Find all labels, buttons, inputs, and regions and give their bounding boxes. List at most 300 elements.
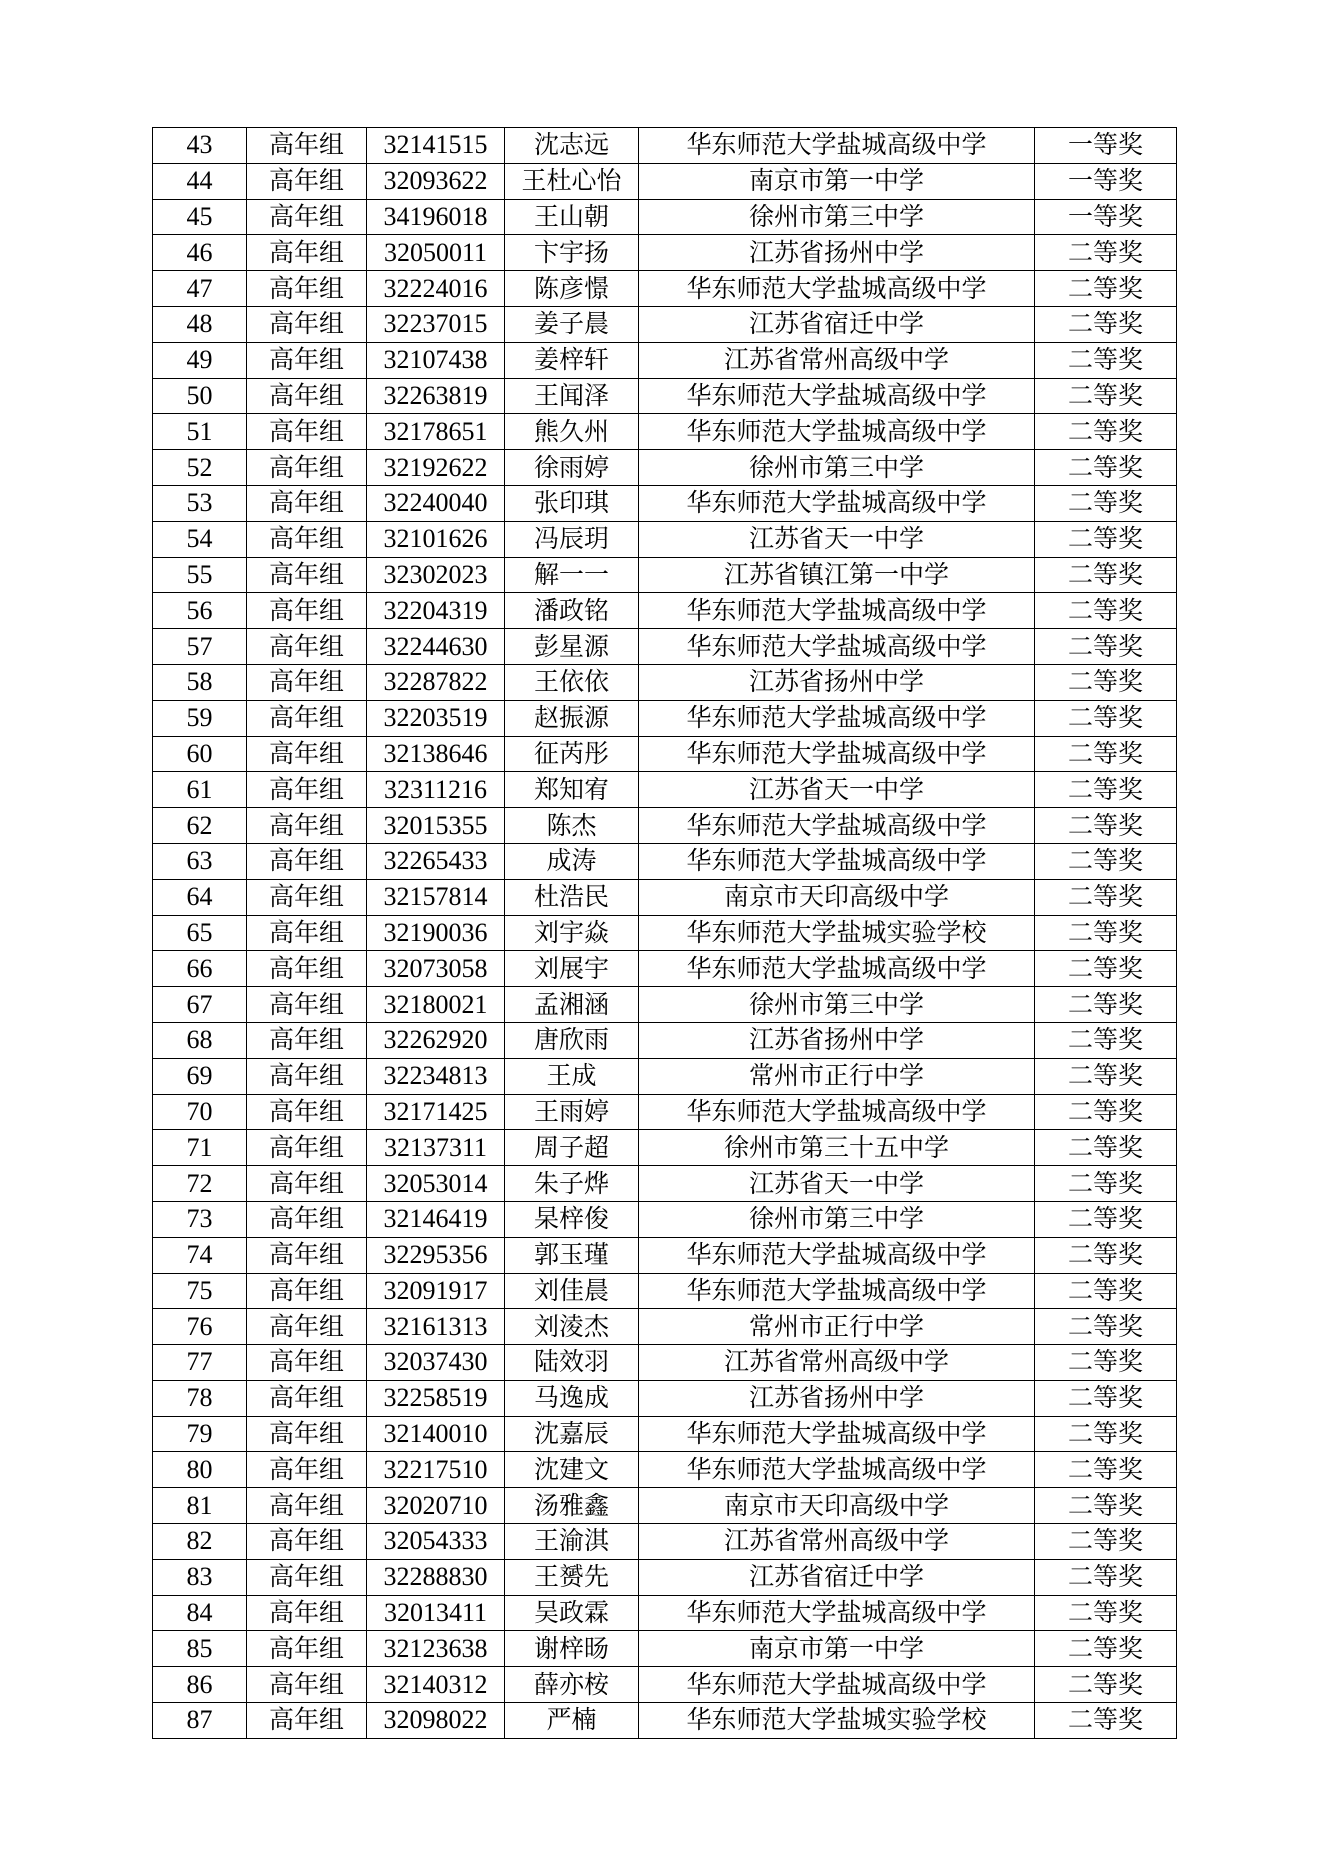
cell-name: 征芮彤 xyxy=(505,736,639,772)
cell-school: 华东师范大学盐城高级中学 xyxy=(639,378,1035,414)
cell-name: 杜浩民 xyxy=(505,879,639,915)
cell-school: 常州市正行中学 xyxy=(639,1058,1035,1094)
cell-id: 32161313 xyxy=(367,1309,505,1345)
cell-number: 67 xyxy=(153,987,247,1023)
cell-group: 高年组 xyxy=(247,1345,367,1381)
cell-number: 62 xyxy=(153,808,247,844)
table-row xyxy=(153,1667,1177,1703)
cell-number: 71 xyxy=(153,1130,247,1166)
cell-name: 刘淩杰 xyxy=(505,1309,639,1345)
cell-number: 52 xyxy=(153,450,247,486)
cell-name: 成涛 xyxy=(505,843,639,879)
cell-group: 高年组 xyxy=(247,1452,367,1488)
cell-group: 高年组 xyxy=(247,1094,367,1130)
cell-number: 53 xyxy=(153,485,247,521)
cell-award: 二等奖 xyxy=(1035,808,1177,844)
cell-award: 一等奖 xyxy=(1035,163,1177,199)
cell-award: 二等奖 xyxy=(1035,485,1177,521)
cell-id: 32237015 xyxy=(367,306,505,342)
cell-award: 二等奖 xyxy=(1035,1273,1177,1309)
cell-group: 高年组 xyxy=(247,593,367,629)
cell-name: 解一一 xyxy=(505,557,639,593)
cell-award: 二等奖 xyxy=(1035,1022,1177,1058)
cell-school: 徐州市第三中学 xyxy=(639,987,1035,1023)
cell-id: 32263819 xyxy=(367,378,505,414)
award-table-body xyxy=(153,128,1177,1739)
cell-name: 沈志远 xyxy=(505,128,639,164)
cell-award: 二等奖 xyxy=(1035,1345,1177,1381)
table-row xyxy=(153,485,1177,521)
cell-number: 72 xyxy=(153,1166,247,1202)
cell-name: 汤雅鑫 xyxy=(505,1488,639,1524)
cell-group: 高年组 xyxy=(247,1130,367,1166)
cell-number: 75 xyxy=(153,1273,247,1309)
cell-school: 徐州市第三中学 xyxy=(639,450,1035,486)
cell-award: 二等奖 xyxy=(1035,700,1177,736)
cell-school: 江苏省镇江第一中学 xyxy=(639,557,1035,593)
cell-number: 70 xyxy=(153,1094,247,1130)
cell-group: 高年组 xyxy=(247,235,367,271)
cell-id: 32137311 xyxy=(367,1130,505,1166)
cell-award: 二等奖 xyxy=(1035,1703,1177,1739)
cell-id: 32178651 xyxy=(367,414,505,450)
table-row xyxy=(153,700,1177,736)
cell-name: 潘政铭 xyxy=(505,593,639,629)
cell-number: 82 xyxy=(153,1524,247,1560)
cell-number: 66 xyxy=(153,951,247,987)
cell-group: 高年组 xyxy=(247,1273,367,1309)
cell-award: 二等奖 xyxy=(1035,951,1177,987)
table-row xyxy=(153,629,1177,665)
cell-award: 二等奖 xyxy=(1035,306,1177,342)
cell-number: 85 xyxy=(153,1631,247,1667)
cell-award: 二等奖 xyxy=(1035,1488,1177,1524)
cell-id: 32054333 xyxy=(367,1524,505,1560)
cell-school: 华东师范大学盐城高级中学 xyxy=(639,700,1035,736)
cell-name: 刘宇焱 xyxy=(505,915,639,951)
cell-number: 50 xyxy=(153,378,247,414)
table-row xyxy=(153,879,1177,915)
cell-award: 二等奖 xyxy=(1035,521,1177,557)
cell-name: 王闻泽 xyxy=(505,378,639,414)
cell-award: 二等奖 xyxy=(1035,1130,1177,1166)
table-row xyxy=(153,199,1177,235)
cell-number: 47 xyxy=(153,271,247,307)
cell-name: 王渝淇 xyxy=(505,1524,639,1560)
cell-group: 高年组 xyxy=(247,700,367,736)
cell-id: 32098022 xyxy=(367,1703,505,1739)
table-row xyxy=(153,521,1177,557)
cell-school: 华东师范大学盐城高级中学 xyxy=(639,1416,1035,1452)
table-row xyxy=(153,235,1177,271)
cell-name: 王山朝 xyxy=(505,199,639,235)
cell-id: 32073058 xyxy=(367,951,505,987)
cell-id: 32138646 xyxy=(367,736,505,772)
cell-id: 32140312 xyxy=(367,1667,505,1703)
table-row xyxy=(153,915,1177,951)
cell-group: 高年组 xyxy=(247,1703,367,1739)
cell-number: 86 xyxy=(153,1667,247,1703)
cell-name: 张印琪 xyxy=(505,485,639,521)
cell-number: 43 xyxy=(153,128,247,164)
table-row xyxy=(153,772,1177,808)
cell-id: 32013411 xyxy=(367,1595,505,1631)
cell-name: 陆效羽 xyxy=(505,1345,639,1381)
cell-number: 58 xyxy=(153,664,247,700)
cell-name: 姜梓轩 xyxy=(505,342,639,378)
cell-number: 73 xyxy=(153,1201,247,1237)
cell-group: 高年组 xyxy=(247,378,367,414)
cell-id: 32146419 xyxy=(367,1201,505,1237)
table-row xyxy=(153,163,1177,199)
cell-award: 二等奖 xyxy=(1035,1201,1177,1237)
cell-award: 二等奖 xyxy=(1035,1595,1177,1631)
cell-name: 郭玉瑾 xyxy=(505,1237,639,1273)
cell-name: 谢梓旸 xyxy=(505,1631,639,1667)
cell-number: 54 xyxy=(153,521,247,557)
cell-group: 高年组 xyxy=(247,485,367,521)
cell-name: 薛亦桉 xyxy=(505,1667,639,1703)
table-row xyxy=(153,1416,1177,1452)
cell-name: 郑知宥 xyxy=(505,772,639,808)
cell-number: 68 xyxy=(153,1022,247,1058)
table-row xyxy=(153,1559,1177,1595)
cell-school: 华东师范大学盐城高级中学 xyxy=(639,593,1035,629)
cell-number: 74 xyxy=(153,1237,247,1273)
table-row xyxy=(153,1309,1177,1345)
cell-group: 高年组 xyxy=(247,879,367,915)
table-row xyxy=(153,128,1177,164)
cell-number: 77 xyxy=(153,1345,247,1381)
cell-award: 二等奖 xyxy=(1035,843,1177,879)
cell-school: 江苏省天一中学 xyxy=(639,772,1035,808)
cell-school: 江苏省宿迁中学 xyxy=(639,306,1035,342)
cell-number: 48 xyxy=(153,306,247,342)
cell-school: 华东师范大学盐城高级中学 xyxy=(639,485,1035,521)
cell-award: 二等奖 xyxy=(1035,772,1177,808)
cell-id: 32140010 xyxy=(367,1416,505,1452)
cell-name: 沈嘉辰 xyxy=(505,1416,639,1452)
cell-award: 二等奖 xyxy=(1035,629,1177,665)
cell-school: 江苏省常州高级中学 xyxy=(639,1524,1035,1560)
cell-name: 严楠 xyxy=(505,1703,639,1739)
cell-group: 高年组 xyxy=(247,1309,367,1345)
cell-id: 32053014 xyxy=(367,1166,505,1202)
table-row xyxy=(153,1130,1177,1166)
cell-number: 83 xyxy=(153,1559,247,1595)
cell-group: 高年组 xyxy=(247,664,367,700)
cell-group: 高年组 xyxy=(247,987,367,1023)
cell-number: 80 xyxy=(153,1452,247,1488)
cell-name: 唐欣雨 xyxy=(505,1022,639,1058)
cell-group: 高年组 xyxy=(247,1058,367,1094)
cell-name: 陈彦憬 xyxy=(505,271,639,307)
cell-award: 二等奖 xyxy=(1035,736,1177,772)
cell-id: 32240040 xyxy=(367,485,505,521)
cell-number: 60 xyxy=(153,736,247,772)
cell-award: 二等奖 xyxy=(1035,593,1177,629)
cell-award: 二等奖 xyxy=(1035,235,1177,271)
cell-award: 二等奖 xyxy=(1035,664,1177,700)
cell-name: 王杜心怡 xyxy=(505,163,639,199)
cell-id: 32287822 xyxy=(367,664,505,700)
cell-name: 王依依 xyxy=(505,664,639,700)
cell-number: 84 xyxy=(153,1595,247,1631)
cell-group: 高年组 xyxy=(247,736,367,772)
cell-award: 二等奖 xyxy=(1035,1559,1177,1595)
cell-number: 65 xyxy=(153,915,247,951)
cell-school: 南京市第一中学 xyxy=(639,1631,1035,1667)
cell-name: 卞宇扬 xyxy=(505,235,639,271)
table-row xyxy=(153,1488,1177,1524)
cell-group: 高年组 xyxy=(247,557,367,593)
cell-id: 32192622 xyxy=(367,450,505,486)
cell-school: 华东师范大学盐城高级中学 xyxy=(639,951,1035,987)
table-row xyxy=(153,1380,1177,1416)
cell-name: 朱子烨 xyxy=(505,1166,639,1202)
cell-number: 81 xyxy=(153,1488,247,1524)
table-row xyxy=(153,342,1177,378)
table-row xyxy=(153,1237,1177,1273)
table-row xyxy=(153,414,1177,450)
table-row xyxy=(153,1345,1177,1381)
cell-school: 华东师范大学盐城高级中学 xyxy=(639,736,1035,772)
cell-award: 二等奖 xyxy=(1035,557,1177,593)
cell-id: 32180021 xyxy=(367,987,505,1023)
cell-group: 高年组 xyxy=(247,1667,367,1703)
cell-group: 高年组 xyxy=(247,1166,367,1202)
cell-school: 南京市第一中学 xyxy=(639,163,1035,199)
cell-group: 高年组 xyxy=(247,1237,367,1273)
table-row xyxy=(153,664,1177,700)
cell-school: 华东师范大学盐城高级中学 xyxy=(639,808,1035,844)
cell-number: 57 xyxy=(153,629,247,665)
cell-name: 陈杰 xyxy=(505,808,639,844)
cell-school: 徐州市第三中学 xyxy=(639,1201,1035,1237)
cell-award: 二等奖 xyxy=(1035,1452,1177,1488)
cell-id: 32091917 xyxy=(367,1273,505,1309)
cell-id: 32157814 xyxy=(367,879,505,915)
cell-school: 江苏省天一中学 xyxy=(639,1166,1035,1202)
table-row xyxy=(153,271,1177,307)
cell-id: 32190036 xyxy=(367,915,505,951)
cell-school: 华东师范大学盐城高级中学 xyxy=(639,1273,1035,1309)
table-row xyxy=(153,557,1177,593)
cell-school: 江苏省扬州中学 xyxy=(639,664,1035,700)
cell-group: 高年组 xyxy=(247,1595,367,1631)
cell-number: 69 xyxy=(153,1058,247,1094)
cell-award: 二等奖 xyxy=(1035,1524,1177,1560)
table-row xyxy=(153,1201,1177,1237)
cell-group: 高年组 xyxy=(247,843,367,879)
cell-name: 徐雨婷 xyxy=(505,450,639,486)
cell-group: 高年组 xyxy=(247,342,367,378)
cell-group: 高年组 xyxy=(247,163,367,199)
cell-name: 刘佳晨 xyxy=(505,1273,639,1309)
cell-school: 徐州市第三中学 xyxy=(639,199,1035,235)
cell-school: 南京市天印高级中学 xyxy=(639,1488,1035,1524)
cell-id: 32101626 xyxy=(367,521,505,557)
cell-school: 江苏省扬州中学 xyxy=(639,1022,1035,1058)
cell-id: 32258519 xyxy=(367,1380,505,1416)
cell-school: 江苏省扬州中学 xyxy=(639,235,1035,271)
cell-group: 高年组 xyxy=(247,306,367,342)
table-row xyxy=(153,306,1177,342)
cell-id: 32295356 xyxy=(367,1237,505,1273)
cell-name: 赵振源 xyxy=(505,700,639,736)
cell-number: 61 xyxy=(153,772,247,808)
cell-school: 江苏省常州高级中学 xyxy=(639,342,1035,378)
cell-group: 高年组 xyxy=(247,1201,367,1237)
table-row xyxy=(153,1703,1177,1739)
cell-award: 二等奖 xyxy=(1035,1416,1177,1452)
cell-award: 一等奖 xyxy=(1035,199,1177,235)
cell-school: 江苏省宿迁中学 xyxy=(639,1559,1035,1595)
cell-group: 高年组 xyxy=(247,1559,367,1595)
cell-group: 高年组 xyxy=(247,1488,367,1524)
cell-id: 32265433 xyxy=(367,843,505,879)
cell-name: 杲梓俊 xyxy=(505,1201,639,1237)
cell-award: 二等奖 xyxy=(1035,1094,1177,1130)
table-row xyxy=(153,1273,1177,1309)
cell-award: 二等奖 xyxy=(1035,1380,1177,1416)
cell-name: 周子超 xyxy=(505,1130,639,1166)
cell-id: 32141515 xyxy=(367,128,505,164)
cell-award: 二等奖 xyxy=(1035,1631,1177,1667)
cell-number: 63 xyxy=(153,843,247,879)
cell-id: 32224016 xyxy=(367,271,505,307)
cell-name: 王赟先 xyxy=(505,1559,639,1595)
table-row xyxy=(153,987,1177,1023)
cell-name: 刘展宇 xyxy=(505,951,639,987)
cell-id: 32107438 xyxy=(367,342,505,378)
cell-group: 高年组 xyxy=(247,199,367,235)
cell-number: 87 xyxy=(153,1703,247,1739)
cell-name: 姜子晨 xyxy=(505,306,639,342)
cell-school: 华东师范大学盐城高级中学 xyxy=(639,629,1035,665)
table-row xyxy=(153,808,1177,844)
cell-award: 二等奖 xyxy=(1035,879,1177,915)
cell-number: 76 xyxy=(153,1309,247,1345)
cell-school: 华东师范大学盐城高级中学 xyxy=(639,1667,1035,1703)
cell-group: 高年组 xyxy=(247,1631,367,1667)
cell-group: 高年组 xyxy=(247,450,367,486)
cell-award: 二等奖 xyxy=(1035,271,1177,307)
cell-id: 32123638 xyxy=(367,1631,505,1667)
cell-number: 44 xyxy=(153,163,247,199)
cell-id: 32020710 xyxy=(367,1488,505,1524)
cell-id: 32311216 xyxy=(367,772,505,808)
table-row xyxy=(153,450,1177,486)
cell-number: 59 xyxy=(153,700,247,736)
cell-name: 王雨婷 xyxy=(505,1094,639,1130)
cell-award: 二等奖 xyxy=(1035,1667,1177,1703)
cell-award: 二等奖 xyxy=(1035,987,1177,1023)
cell-id: 32288830 xyxy=(367,1559,505,1595)
cell-award: 二等奖 xyxy=(1035,1166,1177,1202)
cell-school: 华东师范大学盐城高级中学 xyxy=(639,843,1035,879)
cell-name: 吴政霖 xyxy=(505,1595,639,1631)
cell-school: 常州市正行中学 xyxy=(639,1309,1035,1345)
cell-number: 46 xyxy=(153,235,247,271)
table-row xyxy=(153,736,1177,772)
cell-number: 45 xyxy=(153,199,247,235)
cell-award: 二等奖 xyxy=(1035,414,1177,450)
cell-school: 华东师范大学盐城实验学校 xyxy=(639,915,1035,951)
cell-school: 华东师范大学盐城实验学校 xyxy=(639,1703,1035,1739)
cell-school: 华东师范大学盐城高级中学 xyxy=(639,414,1035,450)
cell-award: 二等奖 xyxy=(1035,1309,1177,1345)
cell-name: 冯辰玥 xyxy=(505,521,639,557)
cell-group: 高年组 xyxy=(247,808,367,844)
cell-school: 江苏省常州高级中学 xyxy=(639,1345,1035,1381)
cell-award: 二等奖 xyxy=(1035,342,1177,378)
table-row xyxy=(153,1631,1177,1667)
cell-group: 高年组 xyxy=(247,128,367,164)
cell-group: 高年组 xyxy=(247,271,367,307)
table-row xyxy=(153,378,1177,414)
cell-group: 高年组 xyxy=(247,629,367,665)
award-table xyxy=(152,127,1177,1739)
cell-school: 华东师范大学盐城高级中学 xyxy=(639,1452,1035,1488)
cell-school: 华东师范大学盐城高级中学 xyxy=(639,1094,1035,1130)
cell-award: 一等奖 xyxy=(1035,128,1177,164)
table-row xyxy=(153,1166,1177,1202)
cell-award: 二等奖 xyxy=(1035,915,1177,951)
table-row xyxy=(153,1595,1177,1631)
cell-group: 高年组 xyxy=(247,772,367,808)
cell-group: 高年组 xyxy=(247,521,367,557)
table-row xyxy=(153,1452,1177,1488)
table-row xyxy=(153,951,1177,987)
cell-group: 高年组 xyxy=(247,1380,367,1416)
cell-group: 高年组 xyxy=(247,1416,367,1452)
cell-id: 32217510 xyxy=(367,1452,505,1488)
cell-id: 32171425 xyxy=(367,1094,505,1130)
table-row xyxy=(153,843,1177,879)
cell-id: 32203519 xyxy=(367,700,505,736)
cell-number: 64 xyxy=(153,879,247,915)
table-row xyxy=(153,1022,1177,1058)
cell-id: 32302023 xyxy=(367,557,505,593)
cell-school: 江苏省扬州中学 xyxy=(639,1380,1035,1416)
cell-name: 孟湘涵 xyxy=(505,987,639,1023)
cell-number: 56 xyxy=(153,593,247,629)
cell-id: 32037430 xyxy=(367,1345,505,1381)
cell-school: 华东师范大学盐城高级中学 xyxy=(639,128,1035,164)
cell-award: 二等奖 xyxy=(1035,378,1177,414)
cell-name: 沈建文 xyxy=(505,1452,639,1488)
cell-name: 熊久州 xyxy=(505,414,639,450)
cell-id: 32262920 xyxy=(367,1022,505,1058)
cell-award: 二等奖 xyxy=(1035,1058,1177,1094)
cell-number: 55 xyxy=(153,557,247,593)
cell-group: 高年组 xyxy=(247,951,367,987)
cell-number: 78 xyxy=(153,1380,247,1416)
cell-id: 32234813 xyxy=(367,1058,505,1094)
cell-school: 徐州市第三十五中学 xyxy=(639,1130,1035,1166)
cell-name: 彭星源 xyxy=(505,629,639,665)
cell-school: 南京市天印高级中学 xyxy=(639,879,1035,915)
cell-id: 32244630 xyxy=(367,629,505,665)
cell-id: 32015355 xyxy=(367,808,505,844)
table-row xyxy=(153,593,1177,629)
cell-id: 32093622 xyxy=(367,163,505,199)
cell-award: 二等奖 xyxy=(1035,450,1177,486)
cell-award: 二等奖 xyxy=(1035,1237,1177,1273)
cell-group: 高年组 xyxy=(247,414,367,450)
cell-name: 马逸成 xyxy=(505,1380,639,1416)
